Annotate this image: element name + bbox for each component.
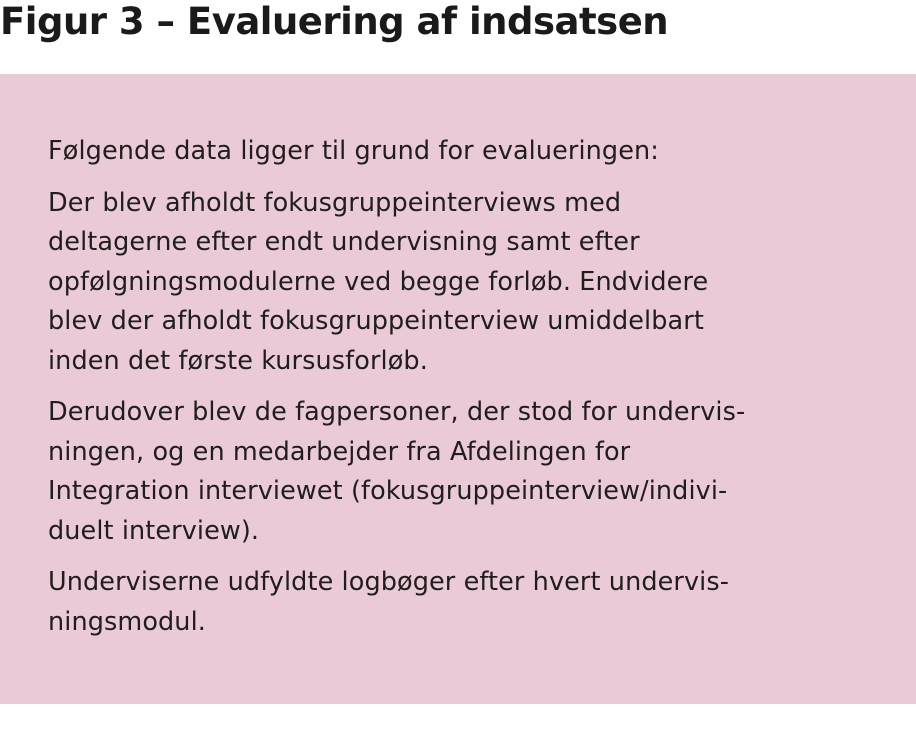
figure-title: Figur 3 – Evaluering af indsatsen xyxy=(0,0,669,43)
intro-text: Følgende data ligger til grund for evalueringen: xyxy=(48,136,659,166)
paragraph-professionals: Derudover blev de fagpersoner, der stod for undervis- ningen, og en medarbejder fra Afdelingen for Integration interviewet (fokusgruppeinterview/indivi- duelt interview). xyxy=(48,397,746,546)
paragraph-focus-groups: Der blev afholdt fokusgruppeinterviews med deltagerne efter endt undervisning samt efter opfølgningsmodulerne ved begge forløb. Endvidere blev der afholdt fokusgruppeinterview umiddelbart inden det første kursusforløb. xyxy=(48,187,709,376)
paragraph-logbooks: Underviserne udfyldte logbøger efter hvert undervis- ningsmodul. xyxy=(48,567,730,637)
evaluation-info-box xyxy=(0,74,916,704)
